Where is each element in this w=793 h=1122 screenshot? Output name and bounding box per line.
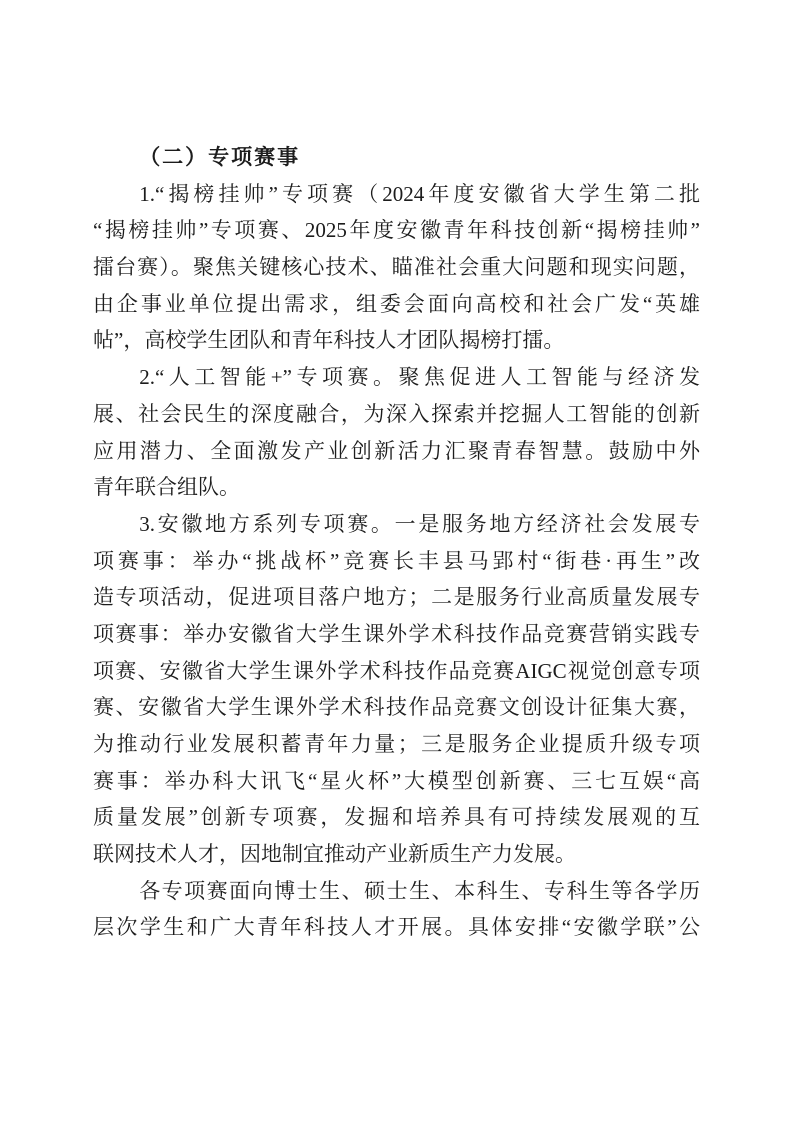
paragraph-line: 1.“揭榜挂帅”专项赛（2024年度安徽省大学生第二批 [139, 181, 700, 206]
paragraph-line: 项赛事：举办安徽省大学生课外学术科技作品竞赛营销实践专 [93, 621, 700, 646]
paragraph-line: 展、社会民生的深度融合，为深入探索并挖掘人工智能的创新 [93, 401, 700, 426]
document-body [93, 139, 700, 946]
paragraph-line: 应用潜力、全面激发产业创新活力汇聚青春智慧。鼓励中外 [93, 438, 700, 463]
paragraph-line: 由企事业单位提出需求，组委会面向高校和社会广发“英雄 [93, 291, 700, 316]
paragraph-line: 项赛事：举办“挑战杯”竞赛长丰县马郢村“街巷·再生”改 [93, 548, 700, 573]
paragraph-line: 为推动行业发展积蓄青年力量；三是服务企业提质升级专项 [93, 732, 700, 756]
paragraph-line: 赛事：举办科大讯飞“星火杯”大模型创新赛、三七互娱“高 [93, 768, 700, 793]
paragraph-line: 各专项赛面向博士生、硕士生、本科生、专科生等各学历 [139, 878, 700, 903]
paragraph-line: 项赛、安徽省大学生课外学术科技作品竞赛AIGC视觉创意专项 [93, 658, 700, 683]
paragraph-line: 联网技术人才，因地制宜推动产业新质生产力发展。 [93, 842, 576, 867]
paragraph-line: 层次学生和广大青年科技人才开展。具体安排“安徽学联”公 [93, 915, 700, 940]
paragraph-line: 赛、安徽省大学生课外学术科技作品竞赛文创设计征集大赛， [93, 695, 700, 720]
paragraph-line: 青年联合组队。 [93, 475, 240, 500]
paragraph-line: 2.“人工智能+”专项赛。聚焦促进人工智能与经济发 [139, 365, 700, 390]
paragraph-line: 质量发展”创新专项赛，发掘和培养具有可持续发展观的互 [93, 805, 700, 830]
paragraph-line: 帖”，高校学生团队和青年科技人才团队揭榜打擂。 [93, 328, 565, 353]
paragraph-line: 擂台赛）。聚焦关键核心技术、瞄准社会重大问题和现实问题， [93, 255, 700, 280]
section-heading: （二）专项赛事 [139, 145, 301, 169]
paragraph-line: 造专项活动，促进项目落户地方；二是服务行业高质量发展专 [93, 585, 700, 610]
paragraph-line: “揭榜挂帅”专项赛、2025年度安徽青年科技创新“揭榜挂帅” [93, 218, 700, 243]
paragraph-line: 3.安徽地方系列专项赛。一是服务地方经济社会发展专 [139, 511, 700, 536]
